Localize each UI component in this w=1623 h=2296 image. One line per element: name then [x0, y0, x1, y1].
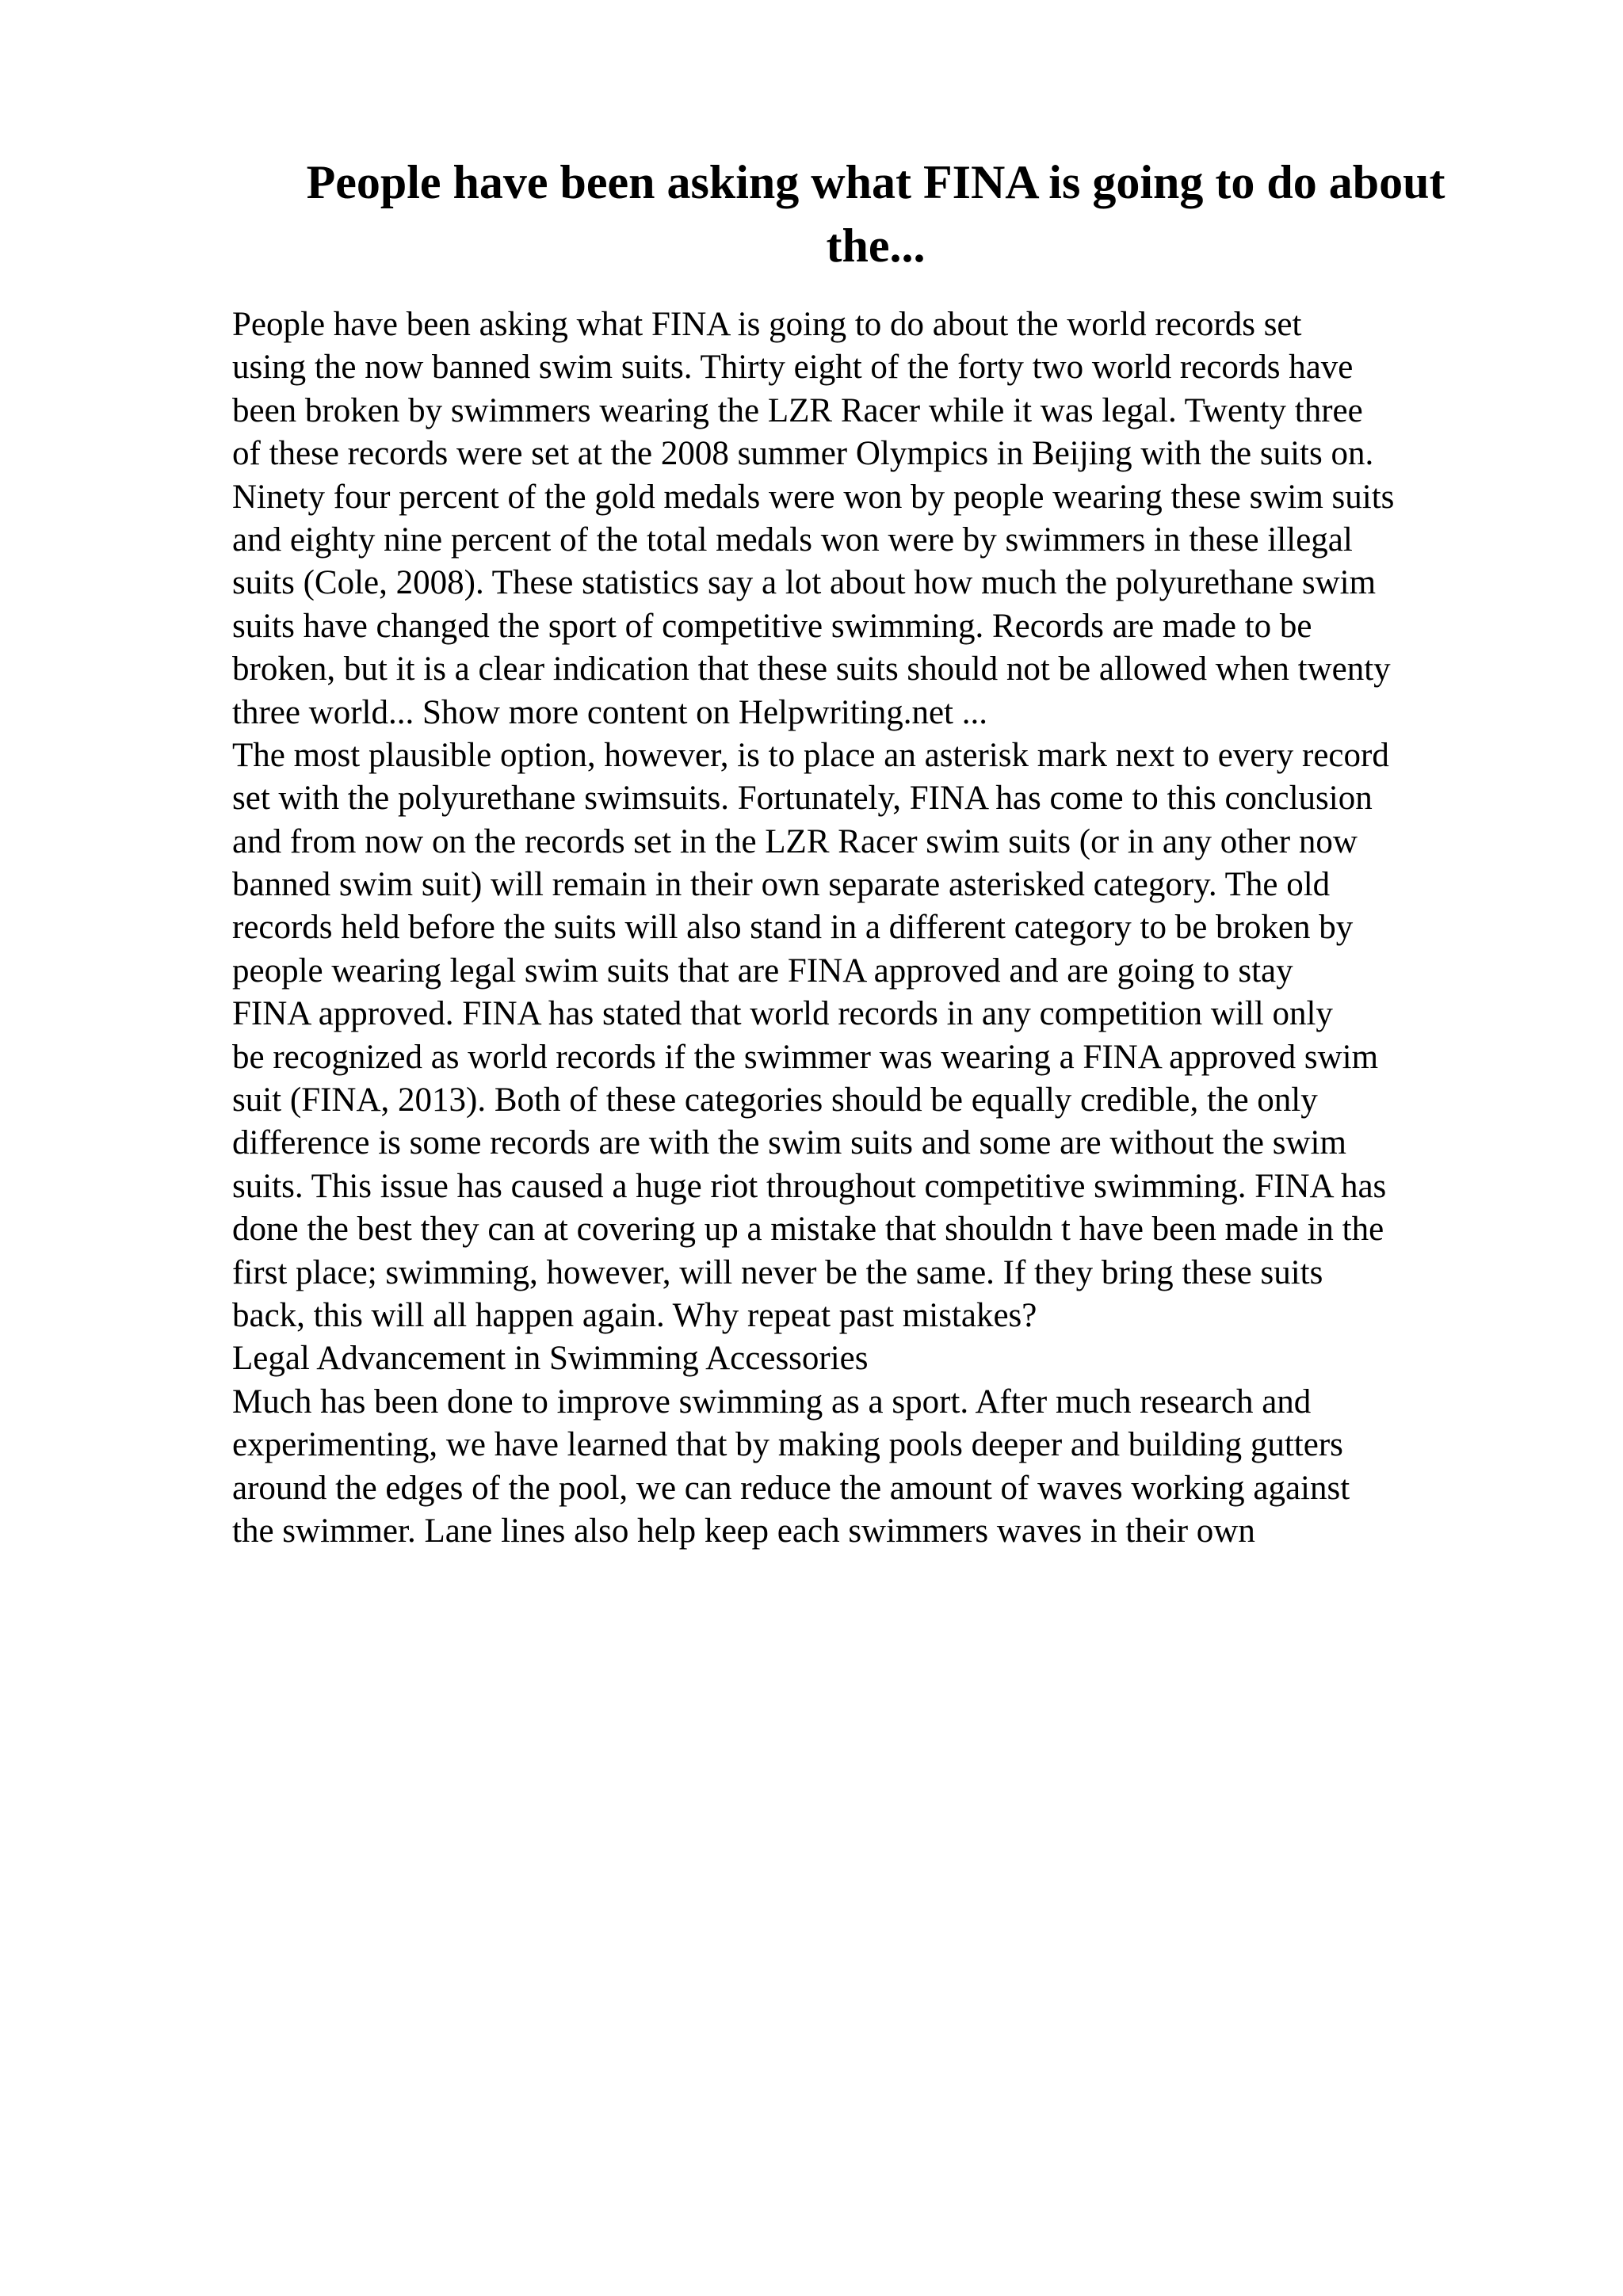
body-line: and from now on the records set in the LZR Racer swim suits (or in any other now — [232, 822, 1358, 860]
body-line: people wearing legal swim suits that are FINA approved and are going to stay — [232, 952, 1293, 990]
body-line: FINA approved. FINA has stated that world records in any competition will only — [232, 995, 1333, 1033]
body-line: suits. This issue has caused a huge riot throughout competitive swimming. FINA has — [232, 1167, 1387, 1205]
body-line: be recognized as world records if the swimmer was wearing a FINA approved swim — [232, 1038, 1379, 1076]
title-line-1: People have been asking what FINA is going to do about — [306, 156, 1445, 208]
body-line: first place; swimming, however, will never be the same. If they bring these suits — [232, 1253, 1323, 1291]
document-title — [238, 151, 1514, 277]
body-line: Ninety four percent of the gold medals were won by people wearing these swim suits — [232, 478, 1395, 516]
body-line: set with the polyurethane swimsuits. Fortunately, FINA has come to this conclusion — [232, 780, 1373, 818]
body-line: of these records were set at the 2008 summer Olympics in Beijing with the suits on. — [232, 435, 1374, 473]
body-line: using the now banned swim suits. Thirty eight of the forty two world records have — [232, 349, 1354, 387]
body-line: Much has been done to improve swimming as a sport. After much research and — [232, 1383, 1312, 1421]
body-line: records held before the suits will also stand in a different category to be broken by — [232, 909, 1354, 947]
body-line: suit (FINA, 2013). Both of these categories should be equally credible, the only — [232, 1081, 1318, 1119]
body-line: suits have changed the sport of competitive swimming. Records are made to be — [232, 607, 1312, 645]
document-body — [232, 303, 1516, 1553]
body-line: been broken by swimmers wearing the LZR Racer while it was legal. Twenty three — [232, 391, 1363, 429]
body-line: difference is some records are with the swim suits and some are without the swim — [232, 1124, 1346, 1162]
body-line: People have been asking what FINA is going to do about the world records set — [232, 306, 1302, 343]
body-line: The most plausible option, however, is to place an asterisk mark next to every record — [232, 736, 1389, 774]
body-line: back, this will all happen again. Why repeat past mistakes? — [232, 1296, 1037, 1334]
section-heading: Legal Advancement in Swimming Accessories — [232, 1340, 869, 1378]
body-line: experimenting, we have learned that by making pools deeper and building gutters — [232, 1426, 1343, 1464]
body-line: and eighty nine percent of the total medals won were by swimmers in these illegal — [232, 521, 1353, 559]
body-line: three world... Show more content on Helpwriting.net ... — [232, 693, 987, 731]
body-line: the swimmer. Lane lines also help keep each swimmers waves in their own — [232, 1512, 1255, 1550]
body-line: around the edges of the pool, we can reduce the amount of waves working against — [232, 1469, 1350, 1507]
body-line: done the best they can at covering up a mistake that shouldn t have been made in the — [232, 1211, 1384, 1249]
body-line: banned swim suit) will remain in their own separate asterisked category. The old — [232, 866, 1331, 904]
title-line-2: the... — [826, 219, 926, 272]
body-line: suits (Cole, 2008). These statistics say a lot about how much the polyurethane swim — [232, 564, 1377, 602]
body-line: broken, but it is a clear indication that these suits should not be allowed when twenty — [232, 650, 1391, 688]
